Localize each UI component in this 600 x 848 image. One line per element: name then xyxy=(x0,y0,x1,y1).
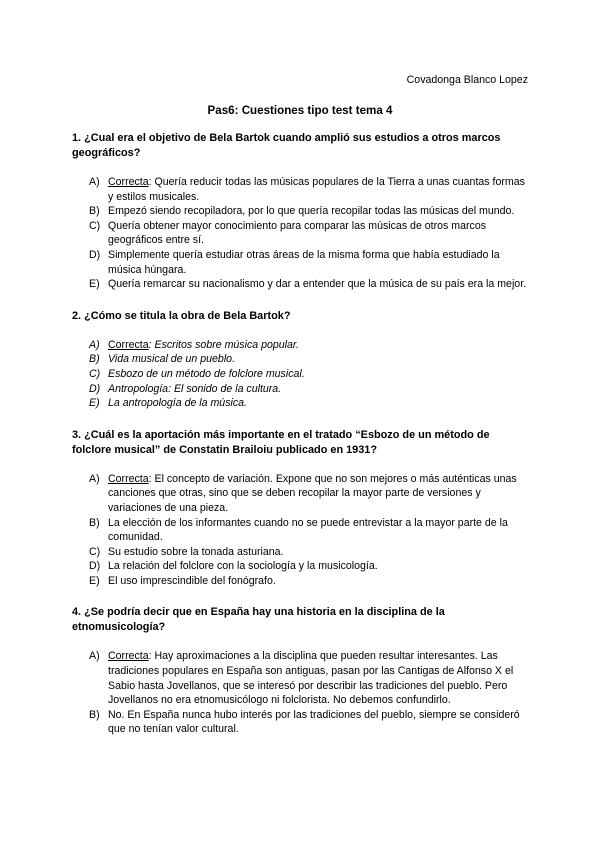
option-letter: D) xyxy=(89,382,101,395)
option-b xyxy=(89,204,530,219)
question-4-options xyxy=(72,649,530,737)
option-letter: E) xyxy=(89,574,100,587)
option-b xyxy=(89,352,530,367)
option-letter: C) xyxy=(89,367,101,380)
option-text: Correcta: Hay aproximaciones a la disciplina que pueden resultar interesantes. Las tradiciones populares en España son antiguas, pasan por las Cantigas de Alfonso X el Sabio hasta Jovellanos, que se interesó por describir las tradiciones del pueblo. Pero Jovellanos no era etnomusicólogo ni folclorista. No debemos confundirlo. xyxy=(108,650,514,707)
option-text: La relación del folclore con la sociología y la musicología. xyxy=(108,560,378,573)
option-letter: B) xyxy=(89,516,100,529)
option-e xyxy=(89,574,530,589)
option-letter: B) xyxy=(89,353,100,366)
question-3-options xyxy=(72,472,530,589)
option-text: Empezó siendo recopiladora, por lo que quería recopilar todas las músicas del mundo. xyxy=(108,205,515,218)
option-letter: A) xyxy=(89,472,100,485)
option-letter: A) xyxy=(89,176,100,188)
option-text: El uso imprescindible del fonógrafo. xyxy=(108,574,276,587)
questions-section xyxy=(72,131,530,737)
option-d xyxy=(89,382,530,397)
question-3: 3. ¿Cuál es la aportación más importante en el tratado “Esbozo de un método de folclore musical” de Constatin Brailoiu publicado en 1931? xyxy=(72,428,490,456)
option-text: Correcta: Quería reducir todas las músicas populares de la Tierra a unas cuantas formas y estilos musicales. xyxy=(108,176,525,203)
option-b xyxy=(89,708,530,737)
option-c xyxy=(89,545,530,560)
option-text: La antropología de la música. xyxy=(108,397,247,410)
option-text: No. En España nunca hubo interés por las tradiciones del pueblo, siempre se consideró que no tenían valor cultural. xyxy=(108,708,520,736)
option-a xyxy=(89,472,530,516)
option-text: Correcta: Escritos sobre música popular. xyxy=(108,338,299,351)
option-d xyxy=(89,559,530,574)
option-text: Su estudio sobre la tonada asturiana. xyxy=(108,545,284,558)
question-4: 4. ¿Se podría decir que en España hay una historia en la disciplina de la etnomusicología? xyxy=(72,606,445,634)
option-text: Correcta: El concepto de variación. Expone que no son mejores o más auténticas unas canciones que otras, sino que se deben recopilar la mayor parte de versiones y variaciones de una pieza. xyxy=(108,472,517,514)
question-2-options xyxy=(72,338,530,411)
correct-label: Correcta xyxy=(108,338,149,351)
option-letter: C) xyxy=(89,219,101,232)
option-c xyxy=(89,219,530,248)
correct-label: Correcta xyxy=(108,176,149,188)
option-text: Simplemente quería estudiar otras áreas de la misma forma que había estudiado la música húngara. xyxy=(108,248,500,276)
option-letter: A) xyxy=(89,338,100,351)
option-letter: E) xyxy=(89,397,100,410)
option-letter: B) xyxy=(89,708,100,721)
option-letter: D) xyxy=(89,248,101,261)
option-letter: A) xyxy=(89,650,100,663)
option-d xyxy=(89,248,530,277)
option-text: Esbozo de un método de folclore musical. xyxy=(108,367,305,380)
option-text: Quería remarcar su nacionalismo y dar a entender que la música de su país era la mejor. xyxy=(108,278,527,291)
option-b xyxy=(89,516,530,545)
option-e xyxy=(89,277,530,292)
option-c xyxy=(89,367,530,382)
option-letter: D) xyxy=(89,560,101,573)
question-1-options xyxy=(72,175,530,292)
correct-label: Correcta xyxy=(108,650,149,663)
option-text: Vida musical de un pueblo. xyxy=(108,353,236,366)
author-name: Covadonga Blanco Lopez xyxy=(406,74,528,86)
option-text: Quería obtener mayor conocimiento para comparar las músicas de otros marcos geográficos entre sí. xyxy=(108,219,487,247)
option-letter: C) xyxy=(89,545,101,558)
page-title: Pas6: Cuestiones tipo test tema 4 xyxy=(207,104,393,117)
question-2: 2. ¿Cómo se titula la obra de Bela Bartok? xyxy=(72,309,291,322)
question-1: 1. ¿Cual era el objetivo de Bela Bartok cuando amplió sus estudios a otros marcos geográficos? xyxy=(72,132,501,159)
option-text: Antropología: El sonido de la cultura. xyxy=(108,382,282,395)
option-letter: B) xyxy=(89,205,100,218)
option-letter: E) xyxy=(89,278,100,291)
option-text: La elección de los informantes cuando no se puede entrevistar a la mayor parte de la comunidad. xyxy=(108,516,508,544)
option-a xyxy=(89,338,530,353)
option-a xyxy=(89,649,530,707)
option-a xyxy=(89,175,530,204)
correct-label: Correcta xyxy=(108,472,149,485)
option-e xyxy=(89,396,530,411)
